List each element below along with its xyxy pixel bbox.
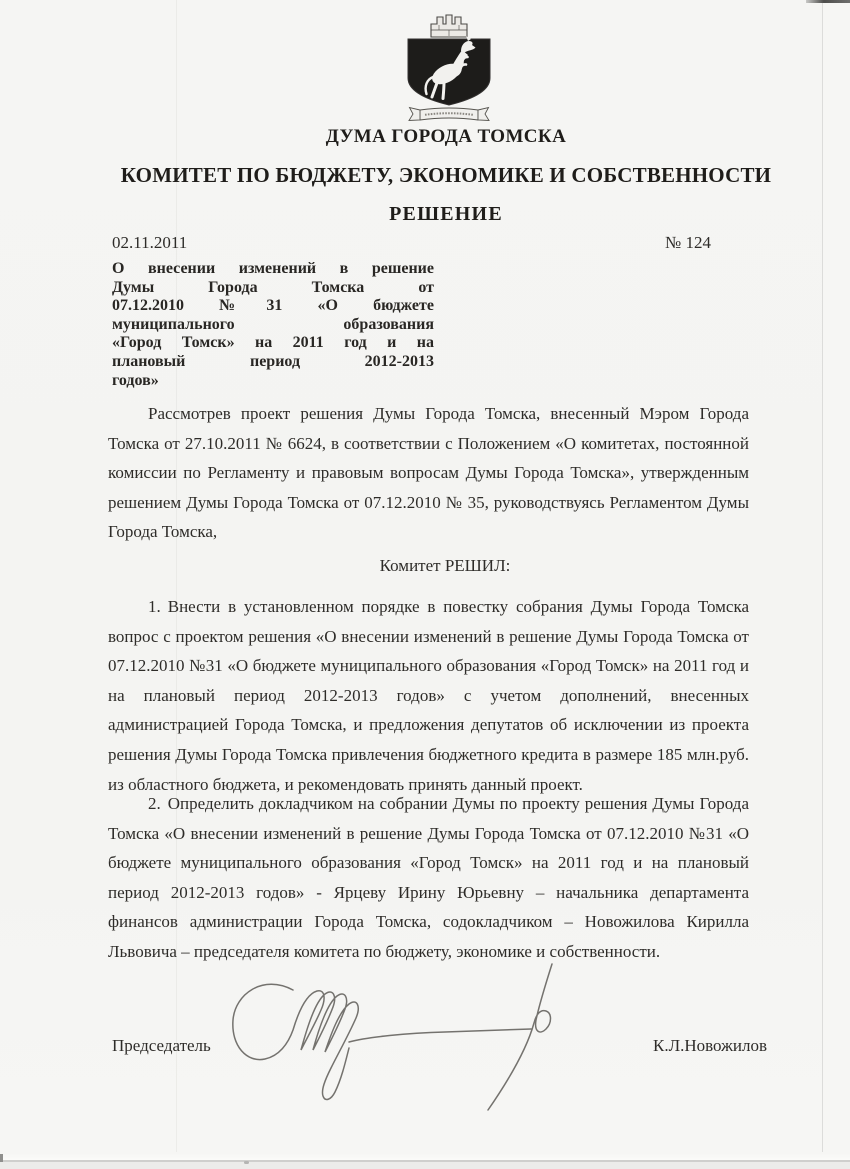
item-text: Внести в установленном порядке в повестку собрания Думы Города Томска вопрос с проектом решения «О внесении изменений в решение Думы Города Томска от 07.12.2010 №31 «О бюджете муниципального образования «Город Томск» на 2011 год и на плановый период 2012-2013 годов» с учетом дополнений, внесенных администрацией Города Томска, и предложения депутатов об исключении из проекта решения Думы Города Томска привлечения бюджетного кредита в размере 185 млн.руб. из областного бюджета, и рекомендовать принять данный проект. [108,597,749,794]
resolution-item-2 [108,789,749,967]
scan-edge-bottom-highlight [0,1152,850,1160]
scan-mark-bottom-left [0,1154,3,1162]
crown-icon [431,15,467,37]
resolution-item-1 [108,592,749,799]
scan-speck [244,1161,249,1164]
subject-line: О внесении изменений в решение [112,260,434,277]
tomsk-coat-of-arms-icon [396,12,502,124]
signer-name: К.Л.Новожилов [653,1036,767,1055]
subject-line: муниципального образования [112,315,434,333]
subject-line: годов» [112,371,159,389]
scan-corner-top-right [806,0,850,3]
document-date: 02.11.2011 [112,233,188,252]
paper-fold-line [176,0,177,1169]
subject-line: «Город Томск» на 2011 год и на [112,334,434,352]
scan-edge-right-strip [823,0,850,1169]
scan-edge-bottom-strip [0,1162,850,1169]
scan-edge-right-line [822,0,823,1169]
item-number: 2. [148,794,161,813]
subject-line: плановый период 2012-2013 [112,352,434,370]
committee-title: КОМИТЕТ ПО БЮДЖЕТУ, ЭКОНОМИКЕ И СОБСТВЕННОСТИ [120,163,772,187]
signer-title: Председатель [112,1036,211,1055]
item-number: 1. [148,597,161,616]
document-number: № 124 [665,233,711,252]
subject-line: Думы Города Томска от [112,278,434,296]
item-text: Определить докладчиком на собрании Думы по проекту решения Думы Города Томска «О внесении изменений в решение Думы Города Томска от 07.12.2010 №31 «О бюджете муниципального образования «Город Томск» на 2011 год и на плановый период 2012-2013 годов» - Ярцеву Ирину Юрьевну – начальника департамента финансов администрации Города Томска, содокладчиком – Новожилова Кирилла Львовича – председателя комитета по бюджету, экономике и собственности. [108,794,749,961]
document-subject [112,260,434,390]
handwritten-signature [205,958,575,1116]
ribbon-icon [409,108,489,121]
organization-title: ДУМА ГОРОДА ТОМСКА [325,126,567,147]
subject-line: 07.12.2010 №31 «О бюджете [112,297,434,315]
preamble-paragraph: Рассмотрев проект решения Думы Города Томска, внесенный Мэром Города Томска от 27.10.2011 № 6624, в соответствии с Положением «О комитетах, постоянной комиссии по Регламенту и правовым вопросам Думы Города Томска», утвержденным решением Думы Города Томска от 07.12.2010 № 35, руководствуясь Регламентом Думы Города Томска, [108,404,749,542]
document-type-heading: РЕШЕНИЕ [389,203,503,225]
resolution-heading: Комитет РЕШИЛ: [379,556,511,575]
